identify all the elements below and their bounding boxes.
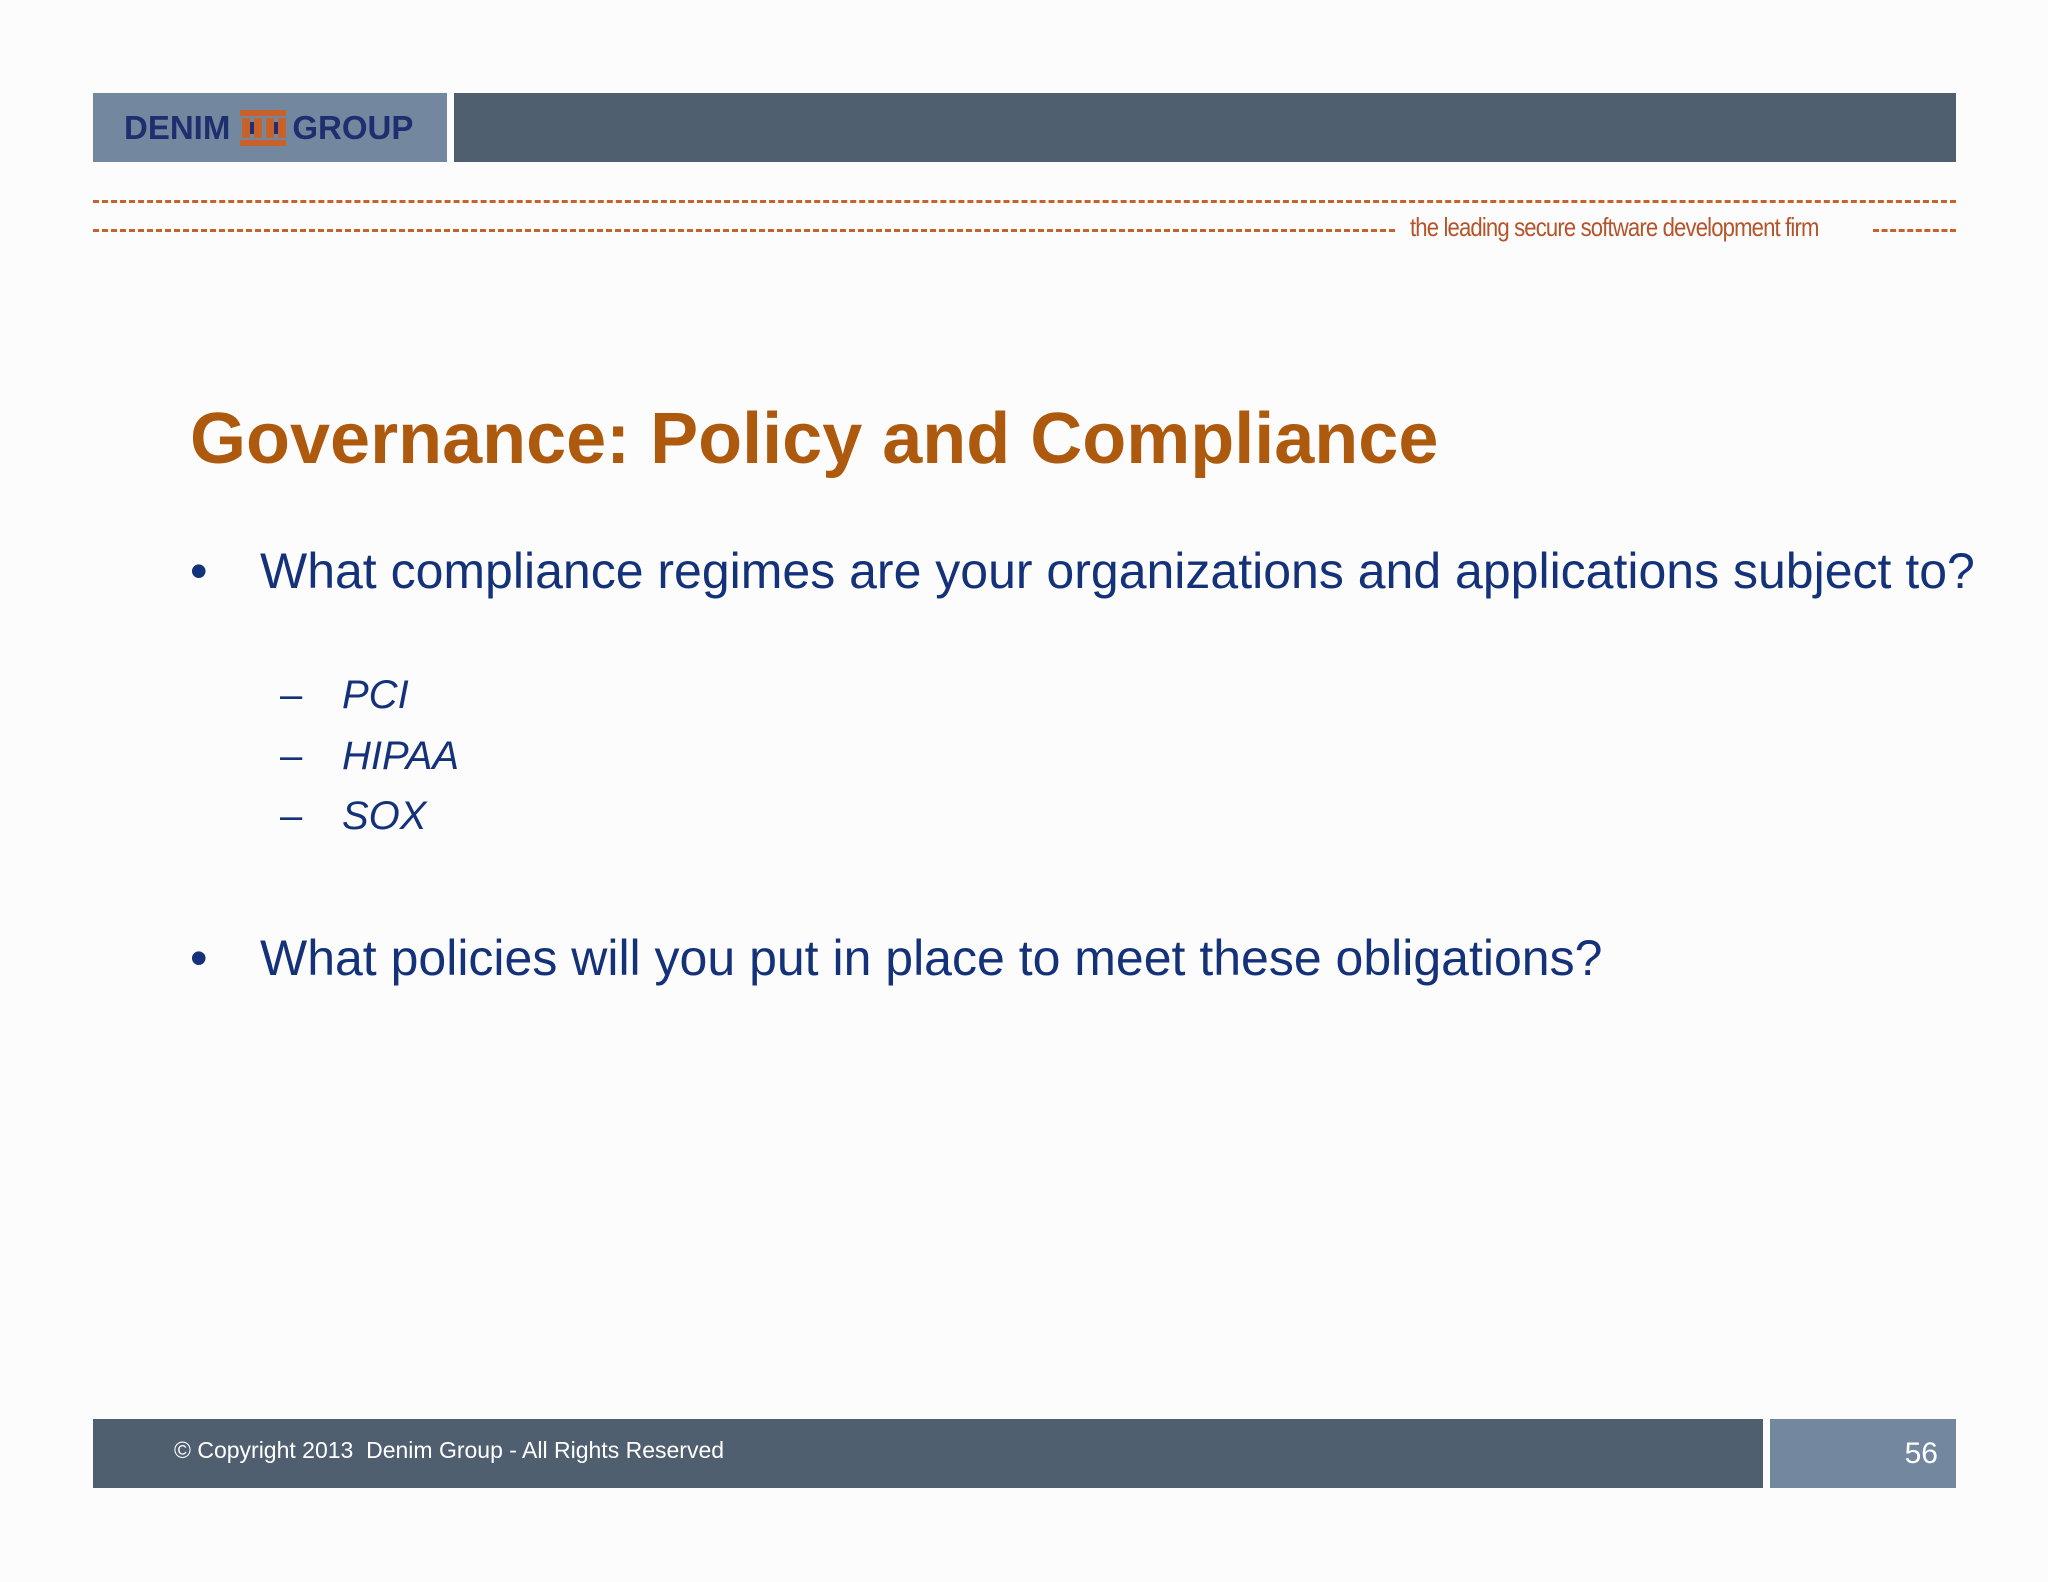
sub-bullet-text: PCI <box>342 673 409 717</box>
dashed-rule-bottom-right <box>1873 229 1956 232</box>
bullet-text: What policies will you put in place to meet these obligations? <box>260 930 1603 986</box>
sub-bullet-marker: – <box>280 794 303 838</box>
sub-bullet-text: HIPAA <box>342 734 460 778</box>
tagline: the leading secure software development firm <box>1410 212 1819 242</box>
denim-group-logo <box>124 106 413 150</box>
sub-bullet-marker: – <box>280 734 303 778</box>
sub-bullet-text: SOX <box>342 794 427 838</box>
bullet-marker: • <box>190 543 208 599</box>
denim-group-dg-logo-icon <box>238 108 288 148</box>
logo-text-denim: DENIM <box>124 109 231 146</box>
slide-title: Governance: Policy and Compliance <box>190 399 1439 479</box>
logo-text-group: GROUP <box>292 109 414 146</box>
page-number: 56 <box>1904 1437 1938 1470</box>
bullet-marker: • <box>190 930 208 986</box>
copyright-text: © Copyright 2013 Denim Group - All Rights Reserved <box>174 1437 725 1463</box>
dashed-rule-top <box>93 200 1956 203</box>
bullet-text: What compliance regimes are your organizations and applications subject to? <box>260 543 1975 599</box>
dashed-rule-bottom-left <box>93 229 1395 232</box>
header-bar <box>454 93 1956 162</box>
sub-bullet-marker: – <box>280 673 303 717</box>
